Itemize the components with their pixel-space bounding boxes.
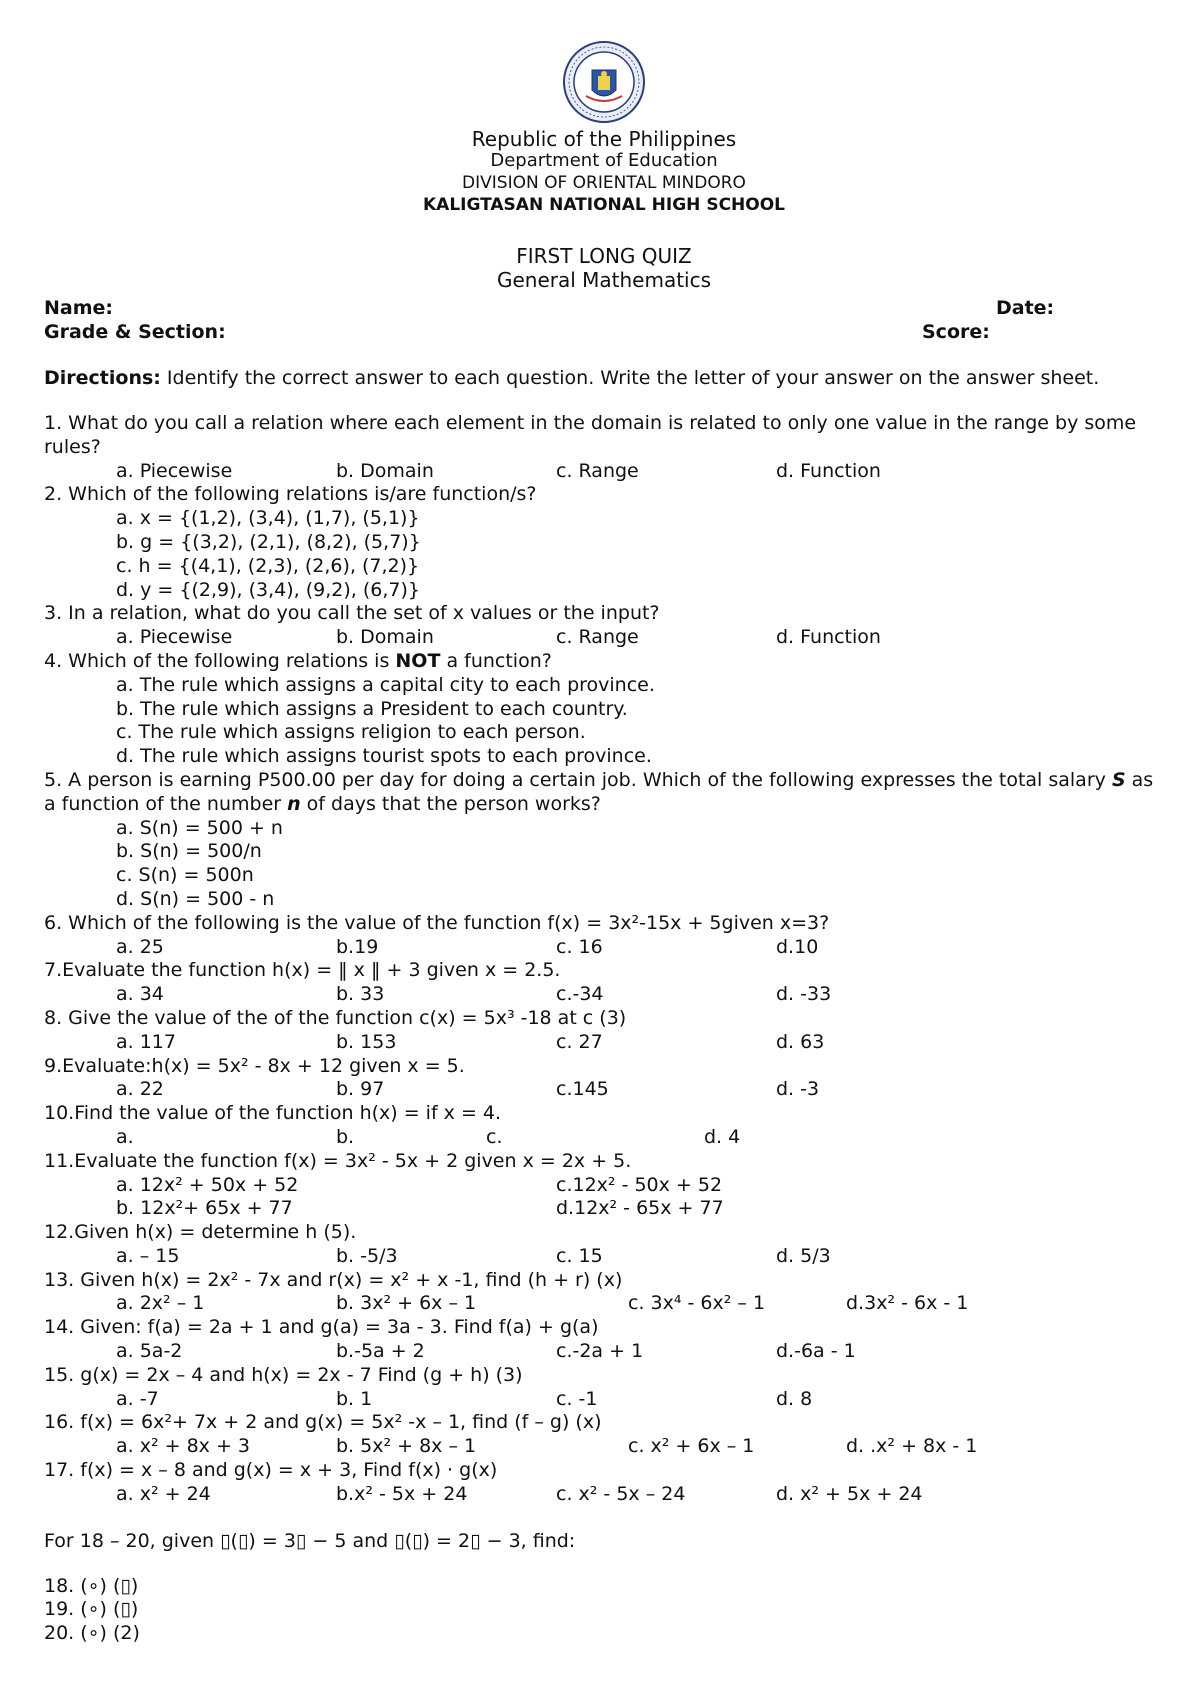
question-17: 17. f(x) = x – 8 and g(x) = x + 3, Find f(x) · g(x) [44, 1459, 498, 1482]
seal-container [44, 40, 1164, 124]
question-11-options-row-2 [44, 1197, 1164, 1221]
option-c: c. h = {(4,1), (2,3), (2,6), (7,2)} [116, 554, 420, 577]
option-c: c. Range [556, 626, 639, 649]
option-b: b. -5/3 [336, 1244, 398, 1267]
question-12-options [44, 1245, 1164, 1269]
option-b: b. The rule which assigns a President to each country. [116, 697, 628, 720]
option-d: d. 63 [776, 1030, 825, 1053]
question-1: 1. What do you call a relation where each element in the domain is related to only one value in the range by some rules? [44, 412, 1137, 458]
question-1-options [44, 460, 1164, 484]
quiz-title-block [44, 244, 1164, 292]
option-d: d. Function [776, 626, 881, 649]
question-4 [44, 650, 1164, 674]
option-a: a. 25 [116, 935, 164, 958]
name-label: Name: [44, 297, 114, 319]
question-4-keyword: NOT [395, 649, 441, 672]
option-d: d. y = {(2,9), (3,4), (9,2), (6,7)} [116, 578, 420, 601]
option-c: c. [486, 1125, 503, 1148]
variable-n: n [287, 792, 301, 815]
question-6-options [44, 936, 1164, 960]
subject-title: General Mathematics [496, 268, 712, 292]
department-line: Department of Education [490, 150, 718, 171]
option-b: b. S(n) = 500/n [116, 840, 262, 863]
option-c: c. Range [556, 459, 639, 482]
option-a: a. The rule which assigns a capital city to each province. [116, 673, 655, 696]
question-3: 3. In a relation, what do you call the set of x values or the input? [44, 602, 660, 625]
option-a: a. 34 [116, 983, 164, 1006]
question-4-stem-end: a function? [440, 649, 552, 672]
deped-seal-icon [562, 40, 646, 124]
option-d: d. .x² + 8x - 1 [846, 1435, 978, 1458]
question-16-options [44, 1435, 1164, 1459]
option-a: a. [116, 1125, 134, 1148]
question-10: 10.Find the value of the function h(x) = if x = 4. [44, 1102, 502, 1125]
final-section-instructions: For 18 – 20, given ▯(▯) = 3▯ − 5 and ▯(▯) = 2▯ − 3, find: [44, 1529, 576, 1552]
option-c: c.12x² - 50x + 52 [556, 1173, 723, 1196]
option-a: a. – 15 [116, 1244, 180, 1267]
question-5-stem-3: of days that the person works? [300, 792, 601, 815]
question-11: 11.Evaluate the function f(x) = 3x² - 5x + 2 given x = 2x + 5. [44, 1149, 632, 1172]
question-6: 6. Which of the following is the value of the function f(x) = 3x²-15x + 5given x=3? [44, 911, 830, 934]
question-13-options [44, 1292, 1164, 1316]
republic-line: Republic of the Philippines [471, 127, 737, 151]
question-5-stem-1: 5. A person is earning P500.00 per day for doing a certain job. Which of the following expresses the total salary [44, 768, 1112, 791]
question-5 [44, 769, 1164, 817]
option-c: c. S(n) = 500n [116, 864, 254, 887]
quiz-title: FIRST LONG QUIZ [516, 244, 692, 268]
option-a: a. Piecewise [116, 459, 233, 482]
option-c: c. The rule which assigns religion to each person. [116, 721, 586, 744]
question-4-stem-start: 4. Which of the following relations is [44, 649, 396, 672]
question-8: 8. Give the value of the of the function c(x) = 5x³ -18 at c (3) [44, 1006, 627, 1029]
question-2: 2. Which of the following relations is/are function/s? [44, 483, 537, 506]
option-d: d. 5/3 [776, 1244, 831, 1267]
option-d: d.3x² - 6x - 1 [846, 1292, 969, 1315]
option-d: d.-6a - 1 [776, 1340, 856, 1363]
option-b: b.-5a + 2 [336, 1340, 425, 1363]
option-d: d. 8 [776, 1387, 813, 1410]
option-a: a. S(n) = 500 + n [116, 816, 283, 839]
quiz-page [44, 40, 1164, 1646]
question-15-options [44, 1388, 1164, 1412]
option-d: d. 4 [704, 1125, 741, 1148]
question-5-stem-2: as a function of the number [44, 768, 1154, 815]
option-d: d. -3 [776, 1078, 820, 1101]
header [44, 128, 1164, 216]
question-12: 12.Given h(x) = determine h (5). [44, 1221, 357, 1244]
option-b: b. 1 [336, 1387, 373, 1410]
option-c: c. x² + 6x – 1 [628, 1435, 755, 1458]
option-c: c. 16 [556, 935, 603, 958]
option-c: c. -1 [556, 1387, 598, 1410]
directions [44, 366, 1164, 390]
option-b: b. Domain [336, 459, 434, 482]
option-b: b. 33 [336, 983, 385, 1006]
option-b: b. [336, 1125, 355, 1148]
question-9: 9.Evaluate:h(x) = 5x² - 8x + 12 given x = 5. [44, 1054, 465, 1077]
division-line: DIVISION OF ORIENTAL MINDORO [462, 173, 746, 193]
option-a: a. Piecewise [116, 626, 233, 649]
item-19: 19. (∘) (▯) [44, 1598, 139, 1621]
question-17-options [44, 1483, 1164, 1507]
option-d: d. S(n) = 500 - n [116, 887, 275, 910]
question-9-options [44, 1078, 1164, 1102]
option-b: b. g = {(3,2), (2,1), (8,2), (5,7)} [116, 530, 421, 553]
option-a: a. 2x² – 1 [116, 1292, 205, 1315]
question-14: 14. Given: f(a) = 2a + 1 and g(a) = 3a - 3. Find f(a) + g(a) [44, 1316, 599, 1339]
option-a: a. 117 [116, 1030, 176, 1053]
item-20: 20. (∘) (2) [44, 1622, 140, 1645]
option-c: c.145 [556, 1078, 609, 1101]
option-b: b.19 [336, 935, 379, 958]
directions-label: Directions: [44, 367, 161, 389]
student-info [44, 296, 1164, 344]
question-list [44, 412, 1164, 1507]
score-label: Score: [922, 321, 990, 343]
item-18: 18. (∘) (▯) [44, 1574, 139, 1597]
option-a: a. -7 [116, 1387, 159, 1410]
option-b: b. 3x² + 6x – 1 [336, 1292, 477, 1315]
grade-section-label: Grade & Section: [44, 321, 226, 343]
option-a: a. 12x² + 50x + 52 [116, 1173, 299, 1196]
option-b: b. 5x² + 8x – 1 [336, 1435, 477, 1458]
question-8-options [44, 1031, 1164, 1055]
question-14-options [44, 1340, 1164, 1364]
option-c: c. 3x⁴ - 6x² – 1 [628, 1292, 766, 1315]
question-3-options [44, 626, 1164, 650]
option-c: c.-34 [556, 983, 604, 1006]
option-d: d.12x² - 65x + 77 [556, 1197, 724, 1220]
option-b: b. Domain [336, 626, 434, 649]
question-15: 15. g(x) = 2x – 4 and h(x) = 2x - 7 Find (g + h) (3) [44, 1363, 523, 1386]
option-a: a. 5a-2 [116, 1340, 183, 1363]
question-16: 16. f(x) = 6x²+ 7x + 2 and g(x) = 5x² -x – 1, find (f – g) (x) [44, 1411, 602, 1434]
final-items [44, 1575, 1164, 1646]
option-b: b. 12x²+ 65x + 77 [116, 1197, 293, 1220]
school-name: KALIGTASAN NATIONAL HIGH SCHOOL [422, 195, 786, 215]
option-d: d.10 [776, 935, 819, 958]
option-b: b. 153 [336, 1030, 397, 1053]
variable-s: S [1111, 768, 1126, 791]
option-d: d. Function [776, 459, 881, 482]
date-label: Date: [996, 297, 1055, 319]
question-7: 7.Evaluate the function h(x) = ‖ x ‖ + 3 given x = 2.5. [44, 959, 561, 982]
option-d: d. x² + 5x + 24 [776, 1482, 923, 1505]
option-c: c. x² - 5x – 24 [556, 1482, 686, 1505]
option-d: d. -33 [776, 983, 832, 1006]
question-13: 13. Given h(x) = 2x² - 7x and r(x) = x² + x -1, find (h + r) (x) [44, 1268, 623, 1291]
question-10-options [44, 1126, 1164, 1150]
option-a: a. x = {(1,2), (3,4), (1,7), (5,1)} [116, 507, 420, 530]
directions-text: Identify the correct answer to each question. Write the letter of your answer on the answer sheet. [160, 367, 1100, 389]
option-a: a. 22 [116, 1078, 164, 1101]
question-7-options [44, 983, 1164, 1007]
option-a: a. x² + 8x + 3 [116, 1435, 251, 1458]
option-c: c. 27 [556, 1030, 603, 1053]
option-b: b.x² - 5x + 24 [336, 1482, 468, 1505]
option-d: d. The rule which assigns tourist spots to each province. [116, 745, 652, 768]
question-11-options-row-1 [44, 1174, 1164, 1198]
option-c: c. 15 [556, 1244, 603, 1267]
option-a: a. x² + 24 [116, 1482, 211, 1505]
option-c: c.-2a + 1 [556, 1340, 644, 1363]
option-b: b. 97 [336, 1078, 385, 1101]
